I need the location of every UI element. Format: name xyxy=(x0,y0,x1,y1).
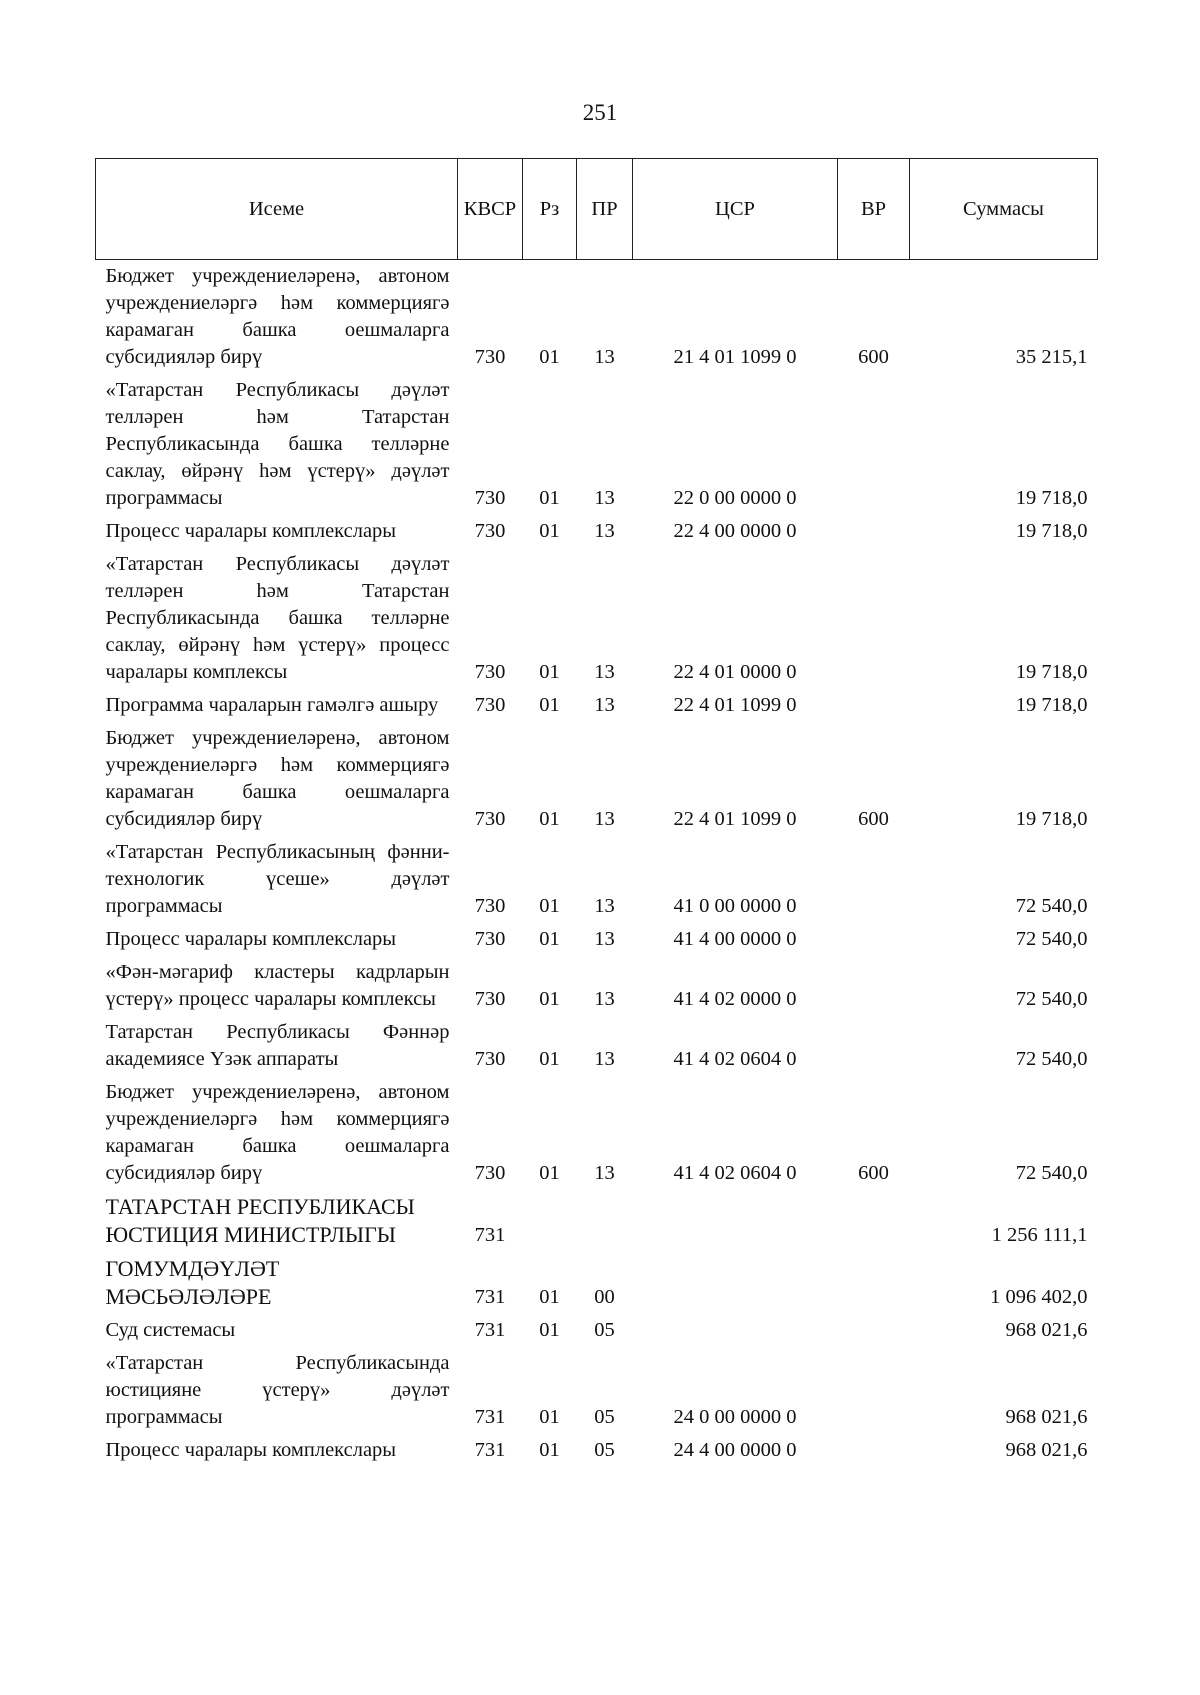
row-pr: 05 xyxy=(594,1439,615,1461)
table-row xyxy=(96,956,1098,1016)
row-csr: 24 4 00 0000 0 xyxy=(673,1439,797,1461)
row-kvsr: 730 xyxy=(474,520,506,542)
table-row xyxy=(96,1252,1098,1314)
row-csr: 41 4 00 0000 0 xyxy=(673,928,797,950)
row-rz: 01 xyxy=(539,1048,560,1070)
row-pr: 05 xyxy=(594,1406,615,1428)
table-header xyxy=(96,159,1098,260)
table-row xyxy=(96,689,1098,722)
row-csr: 24 0 00 0000 0 xyxy=(673,1406,797,1428)
row-name: Программа чараларын гамәлгә ашыру xyxy=(105,694,439,716)
row-csr xyxy=(633,1314,838,1347)
row-rz xyxy=(523,1190,577,1252)
row-sum: 72 540,0 xyxy=(1015,988,1088,1010)
row-csr xyxy=(633,1190,838,1252)
table-row xyxy=(96,260,1098,375)
row-vr xyxy=(838,374,910,515)
row-csr xyxy=(633,1252,838,1314)
row-sum: 19 718,0 xyxy=(1015,808,1088,830)
row-kvsr: 730 xyxy=(474,487,506,509)
row-pr xyxy=(577,1190,633,1252)
table-row xyxy=(96,836,1098,923)
row-kvsr: 730 xyxy=(474,346,506,368)
row-kvsr: 731 xyxy=(474,1406,506,1428)
row-pr: 13 xyxy=(594,487,615,509)
row-sum: 1 256 111,1 xyxy=(991,1224,1088,1246)
table-row xyxy=(96,1190,1098,1252)
row-vr xyxy=(838,1434,910,1467)
row-csr: 41 4 02 0000 0 xyxy=(673,988,797,1010)
row-pr: 00 xyxy=(594,1286,615,1308)
row-pr: 13 xyxy=(594,694,615,716)
row-sum: 72 540,0 xyxy=(1015,1162,1088,1184)
row-kvsr: 730 xyxy=(474,1162,506,1184)
row-kvsr: 730 xyxy=(474,808,506,830)
row-name: Процесс чаралары комплекслары xyxy=(105,1439,397,1461)
row-rz: 01 xyxy=(539,487,560,509)
row-pr: 13 xyxy=(594,520,615,542)
row-vr xyxy=(838,836,910,923)
row-name: «Татарстан Республикасында юстицияне үстерү» дәүләт программасы xyxy=(105,1352,450,1428)
header-vr: ВР xyxy=(838,159,910,260)
row-vr: 600 xyxy=(858,1162,889,1184)
table-row xyxy=(96,923,1098,956)
row-sum: 19 718,0 xyxy=(1015,487,1088,509)
row-name: Процесс чаралары комплекслары xyxy=(105,928,397,950)
row-pr: 13 xyxy=(594,808,615,830)
table-row xyxy=(96,515,1098,548)
row-csr: 22 4 00 0000 0 xyxy=(673,520,797,542)
row-kvsr: 730 xyxy=(474,895,506,917)
row-vr xyxy=(838,548,910,689)
row-pr: 13 xyxy=(594,895,615,917)
row-rz: 01 xyxy=(539,661,560,683)
row-pr: 13 xyxy=(594,346,615,368)
row-rz: 01 xyxy=(539,1319,560,1341)
row-name: «Татарстан Республикасы дәүләт телләрен һәм Татарстан Республикасында башка телләрне саклау, өйрәнү һәм үстерү» дәүләт программасы xyxy=(105,379,450,509)
row-sum: 19 718,0 xyxy=(1015,520,1088,542)
row-vr xyxy=(838,1190,910,1252)
row-sum: 1 096 402,0 xyxy=(990,1286,1088,1308)
row-pr: 13 xyxy=(594,988,615,1010)
row-sum: 968 021,6 xyxy=(1005,1439,1088,1461)
row-rz: 01 xyxy=(539,895,560,917)
row-pr: 13 xyxy=(594,1162,615,1184)
row-kvsr: 731 xyxy=(474,1224,506,1246)
row-name: «Татарстан Республикасы дәүләт телләрен һәм Татарстан Республикасында башка телләрне саклау, өйрәнү һәм үстерү» процесс чаралары комплексы xyxy=(105,553,450,683)
row-sum: 968 021,6 xyxy=(1005,1406,1088,1428)
row-csr: 41 0 00 0000 0 xyxy=(673,895,797,917)
row-rz: 01 xyxy=(539,1439,560,1461)
row-vr xyxy=(838,1016,910,1076)
row-kvsr: 730 xyxy=(474,988,506,1010)
row-vr xyxy=(838,956,910,1016)
table-row xyxy=(96,1016,1098,1076)
row-kvsr: 731 xyxy=(474,1286,506,1308)
row-csr: 21 4 01 1099 0 xyxy=(673,346,797,368)
header-sum: Суммасы xyxy=(910,159,1098,260)
table-row xyxy=(96,1434,1098,1467)
row-csr: 22 4 01 0000 0 xyxy=(673,661,797,683)
page-number: 251 xyxy=(582,100,618,125)
row-kvsr: 730 xyxy=(474,661,506,683)
table-body xyxy=(96,260,1098,1468)
row-sum: 72 540,0 xyxy=(1015,895,1088,917)
row-name: Процесс чаралары комплекслары xyxy=(105,520,397,542)
row-rz: 01 xyxy=(539,928,560,950)
row-sum: 72 540,0 xyxy=(1015,1048,1088,1070)
budget-table xyxy=(95,158,1098,1467)
row-pr: 13 xyxy=(594,1048,615,1070)
row-csr: 22 4 01 1099 0 xyxy=(673,808,797,830)
row-vr xyxy=(838,515,910,548)
row-rz: 01 xyxy=(539,988,560,1010)
header-pr: ПР xyxy=(577,159,633,260)
table-row xyxy=(96,548,1098,689)
row-pr: 13 xyxy=(594,928,615,950)
row-kvsr: 730 xyxy=(474,1048,506,1070)
row-sum: 968 021,6 xyxy=(1005,1319,1088,1341)
row-vr xyxy=(838,1252,910,1314)
row-vr xyxy=(838,1347,910,1434)
row-name: Бюджет учреждениеләренә, автоном учреждениеләргә һәм коммерциягә карамаган башка оешмаларга субсидияләр бирү xyxy=(105,265,450,368)
table-row xyxy=(96,1314,1098,1347)
header-rz: Рз xyxy=(523,159,577,260)
row-vr xyxy=(838,923,910,956)
row-name: «Фән-мәгариф кластеры кадрларын үстерү» процесс чаралары комплексы xyxy=(105,961,450,1010)
row-kvsr: 730 xyxy=(474,694,506,716)
table-row xyxy=(96,722,1098,836)
row-vr: 600 xyxy=(858,808,889,830)
row-sum: 72 540,0 xyxy=(1015,928,1088,950)
header-kvsr: КВСР xyxy=(458,159,523,260)
row-csr: 22 0 00 0000 0 xyxy=(673,487,797,509)
row-kvsr: 731 xyxy=(474,1439,506,1461)
row-rz: 01 xyxy=(539,1162,560,1184)
row-name: Татарстан Республикасы Фәннәр академиясе Үзәк аппараты xyxy=(105,1021,450,1070)
row-rz: 01 xyxy=(539,520,560,542)
row-rz: 01 xyxy=(539,1286,560,1308)
row-rz: 01 xyxy=(539,346,560,368)
row-sum: 19 718,0 xyxy=(1015,694,1088,716)
row-vr: 600 xyxy=(858,346,889,368)
row-csr: 41 4 02 0604 0 xyxy=(673,1048,797,1070)
row-csr: 41 4 02 0604 0 xyxy=(673,1162,797,1184)
row-rz: 01 xyxy=(539,808,560,830)
header-csr: ЦСР xyxy=(633,159,838,260)
row-pr: 05 xyxy=(594,1319,615,1341)
row-sum: 35 215,1 xyxy=(1015,346,1088,368)
row-name: ТАТАРСТАН РЕСПУБЛИКАСЫ ЮСТИЦИЯ МИНИСТРЛЫГЫ xyxy=(105,1194,415,1247)
row-vr xyxy=(838,1314,910,1347)
table-row xyxy=(96,1347,1098,1434)
row-name: Бюджет учреждениеләренә, автоном учреждениеләргә һәм коммерциягә карамаган башка оешмаларга субсидияләр бирү xyxy=(105,727,450,830)
row-name: «Татарстан Республикасының фәнни-технологик үсеше» дәүләт программасы xyxy=(105,841,450,917)
table-row xyxy=(96,1076,1098,1190)
header-name: Исеме xyxy=(96,159,458,260)
row-csr: 22 4 01 1099 0 xyxy=(673,694,797,716)
row-rz: 01 xyxy=(539,1406,560,1428)
row-rz: 01 xyxy=(539,694,560,716)
table-row xyxy=(96,374,1098,515)
row-kvsr: 731 xyxy=(474,1319,506,1341)
row-vr xyxy=(838,689,910,722)
row-name: Суд системасы xyxy=(105,1319,236,1341)
row-sum: 19 718,0 xyxy=(1015,661,1088,683)
row-kvsr: 730 xyxy=(474,928,506,950)
row-pr: 13 xyxy=(594,661,615,683)
row-name: Бюджет учреждениеләренә, автоном учреждениеләргә һәм коммерциягә карамаган башка оешмаларга субсидияләр бирү xyxy=(105,1081,450,1184)
row-name: ГОМУМДӘҮЛӘТ МӘСЬӘЛӘЛӘРЕ xyxy=(105,1256,280,1309)
